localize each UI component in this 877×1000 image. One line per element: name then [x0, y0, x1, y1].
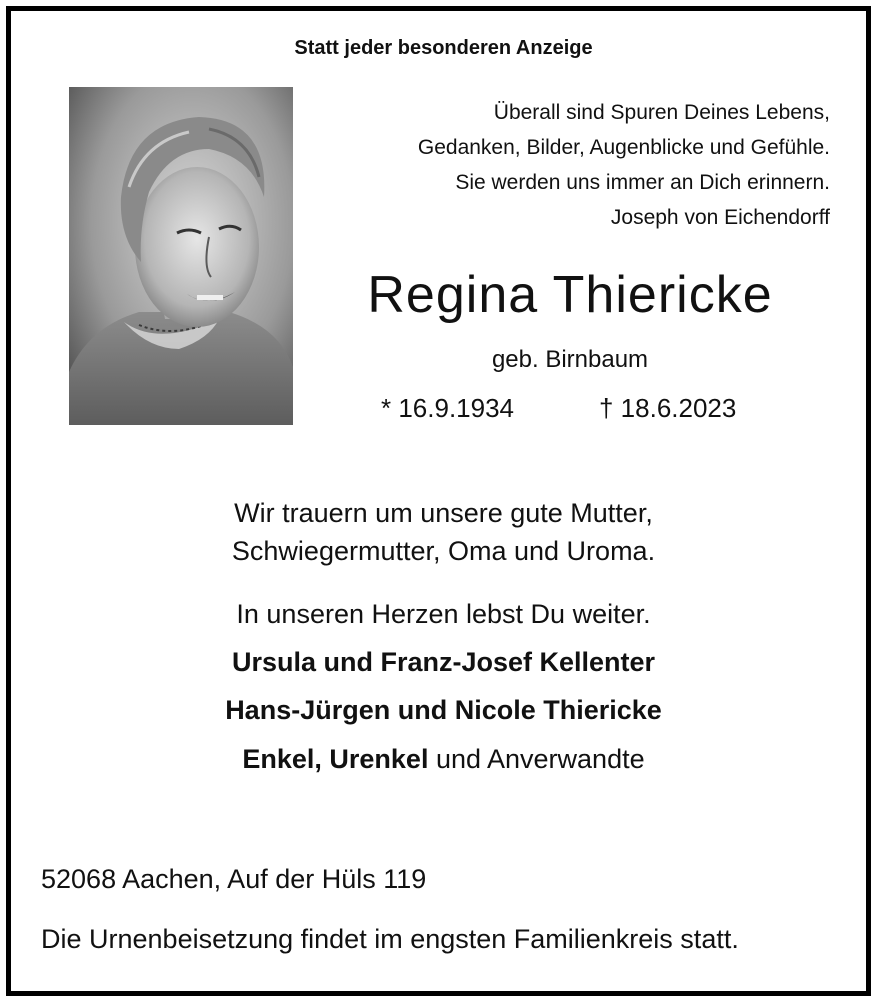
- family-line-3-bold: Enkel, Urenkel: [242, 744, 429, 774]
- quote: [418, 95, 830, 235]
- quote-author: Joseph von Eichendorff: [610, 206, 830, 229]
- obituary-frame: [6, 6, 871, 996]
- portrait-photo: [69, 87, 293, 425]
- family-line-1: Ursula und Franz-Josef Kellenter: [231, 647, 656, 677]
- burial-note: Die Urnenbeisetzung findet im engsten Familienkreis statt.: [41, 924, 739, 954]
- family-line-2: Hans-Jürgen und Nicole Thiericke: [225, 695, 662, 725]
- quote-line-2: Gedanken, Bilder, Augenblicke und Gefühle.: [417, 136, 830, 159]
- maiden-name: geb. Birnbaum: [491, 346, 649, 373]
- family-line-3: [11, 744, 876, 775]
- heading: Statt jeder besonderen Anzeige: [294, 37, 593, 59]
- deceased-name: Regina Thiericke: [367, 266, 773, 324]
- death-date: † 18.6.2023: [599, 393, 737, 423]
- closing-line: In unseren Herzen lebst Du weiter.: [236, 599, 651, 629]
- mourning-line-1: Wir trauern um unsere gute Mutter,: [234, 498, 653, 528]
- quote-line-1: Überall sind Spuren Deines Lebens,: [493, 101, 830, 124]
- address: 52068 Aachen, Auf der Hüls 119: [41, 864, 427, 894]
- mourning-line-2: Schwiegermutter, Oma und Uroma.: [231, 536, 656, 566]
- mourning-text: [11, 494, 876, 570]
- birth-date: * 16.9.1934: [381, 393, 515, 423]
- family-line-3-normal: und Anverwandte: [428, 744, 645, 774]
- quote-line-3: Sie werden uns immer an Dich erinnern.: [455, 171, 830, 194]
